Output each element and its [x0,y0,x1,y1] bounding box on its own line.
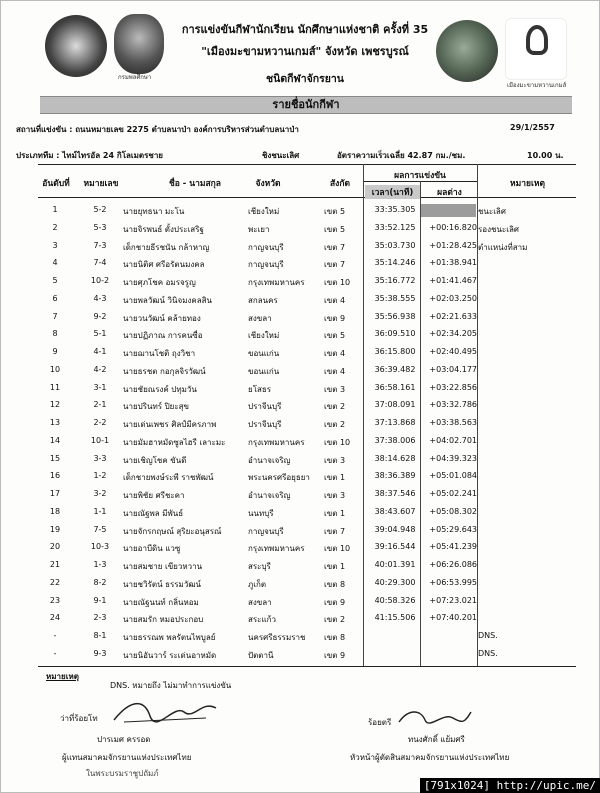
table-row [0,485,600,503]
region-cell: เขต 2 [324,420,346,429]
gap-cell: +06:53.995 [429,577,477,587]
bib-cell: 7-5 [93,524,107,534]
remark-text: DNS. หมายถึง ไม่มาทำการแข่งขัน [110,681,232,690]
province-cell: นนทบุรี [248,508,274,518]
rank-cell: - [53,648,57,658]
column-header-region: สังกัด [329,179,350,189]
logo4-caption: เมืองมะขามหวานเกมส์ [507,82,567,89]
gap-cell: +03:32.786 [429,400,477,410]
gap-cell: +05:41.239 [429,542,477,552]
table-row [0,521,600,539]
time-cell: 36:09.510 [374,329,416,339]
column-header-note: หมายเหตุ [510,179,545,189]
table-row [0,272,600,290]
region-cell: เขต 8 [324,633,346,642]
province-cell: กาญจนบุรี [248,260,284,270]
section-title-bar: รายชื่อนักกีฬา [40,96,572,114]
province-cell: กาญจนบุรี [248,526,284,536]
time-cell: 36:15.800 [374,347,416,356]
name-cell: เด็กชายธีรชนัน กล้าหาญ [123,242,210,252]
gap-cell: +01:28.425 [429,240,477,250]
rank-cell: 8 [52,329,58,339]
region-cell: เขต 10 [324,437,351,447]
bib-cell: 2-1 [93,400,107,410]
bib-cell: 9-3 [93,648,107,658]
bib-cell: 1-3 [93,560,107,569]
name-cell: นายศุภโชค อมรจรูญ [123,278,196,287]
name-cell: นายธรรณพ พลรัตนไพบูลย์ [123,633,216,642]
gap-cell: +07:40.201 [429,613,477,623]
column-header-name: ชื่อ - นามสกุล [168,179,222,189]
rank-cell: 15 [49,453,61,463]
region-cell: เขต 4 [324,349,346,358]
table-row [0,201,600,219]
province-cell: กรุงเทพมหานคร [248,278,305,287]
column-header-time: เวลา(นาที) [365,185,420,199]
rank-cell: 22 [49,577,61,587]
rank-cell: 21 [49,560,61,569]
region-cell: เขต 5 [324,331,346,341]
name-cell: นายมัมฮาหมัดซูลไฮรี เลาะมะ [123,437,226,447]
bib-cell: 7-3 [93,240,107,250]
region-cell: เขต 9 [324,597,346,607]
bib-cell: 5-1 [93,329,107,339]
bib-cell: 1-1 [93,506,107,516]
province-cell: กรุงเทพมหานคร [248,544,305,554]
time-cell: 35:03.730 [374,240,416,250]
time-cell: 40:01.391 [374,560,416,569]
province-cell: กาญจนบุรี [248,242,284,252]
table-row [0,538,600,556]
time-cell: 37:13.868 [374,418,416,427]
time-cell: 35:14.246 [374,258,416,268]
note-cell: ชนะเลิศ [478,207,506,216]
header-title-sport: ชนิดกีฬาจักรยาน [266,73,344,85]
gap-cell: +05:29.643 [429,524,477,534]
rank-cell: 13 [49,418,61,427]
table-row [0,609,600,627]
bib-cell: 5-2 [93,205,107,214]
gap-cell: +07:23.021 [429,595,477,605]
note-cell: DNS. [478,631,498,640]
name-cell: นายณัฐพล มีพันธ์ [123,508,184,518]
right-signer-title: หัวหน้าผู้ตัดสินสมาคมจักรยานแห่งประเทศไทย [350,753,510,762]
bib-cell: 1-2 [93,471,107,481]
name-cell: นายพิชัย ศรีชะคา [123,491,185,500]
rank-cell: 18 [49,506,61,516]
name-cell: นายชวิรัตน์ ธรรมวัฒน์ [123,579,202,589]
table-row [0,574,600,592]
table-row [0,503,600,521]
left-signer-name: ปารเมศ ครรอด [97,735,151,744]
name-cell: นายปรินทร์ ปิยะสุข [123,402,190,412]
bib-cell: 9-2 [93,311,107,321]
name-cell: นายเชิญโชค ขันดี [123,455,187,465]
table-row [0,308,600,326]
gap-cell: +00:16.820 [429,222,477,232]
region-cell: เขต 3 [324,455,346,465]
time-cell: 40:58.326 [374,595,416,605]
rank-cell: 17 [49,489,61,498]
name-cell: นายธรชต กอกุลจิรวัฒน์ [123,366,206,376]
region-cell: เขต 8 [324,579,346,589]
province-cell: สกลนคร [248,295,278,305]
note-cell: ตำแหน่งที่สาม [478,242,528,252]
name-cell: นายชัยณรงค์ ปทุมวัน [123,384,197,394]
time-cell: 41:15.506 [374,613,416,623]
province-cell: เชียงใหม่ [248,331,280,341]
round-text: ชิงชนะเลิศ [262,151,300,160]
bib-cell: 7-4 [93,258,107,268]
rank-cell: 3 [52,240,58,250]
date-text: 29/1/2557 [510,123,555,132]
table-row [0,361,600,379]
time-cell: 38:43.607 [374,506,416,516]
right-signature [395,704,475,730]
time-cell: 35:38.555 [374,293,416,303]
left-signature [110,694,220,728]
table-row [0,467,600,485]
time-cell: 36:39.482 [374,364,416,374]
logo2-caption: กรมพลศึกษา [118,74,152,81]
event-text: ประเภททีม : ไทม์ไทรอัล 24 กิโลเมตรชาย [16,151,163,160]
table-row [0,592,600,610]
rank-cell: 20 [49,542,61,552]
time-cell: 37:38.006 [374,435,416,445]
note-cell: DNS. [478,648,498,658]
province-cell: สระบุรี [248,562,271,571]
bib-cell: 10-3 [90,542,110,552]
name-cell: นายสมรัก หมอประกอบ [123,615,204,625]
province-cell: เชียงใหม่ [248,207,280,216]
province-cell: พระนครศรีอยุธยา [248,473,310,483]
start-time-text: 10.00 น. [527,151,564,160]
table-row [0,432,600,450]
left-signer-title: ผู้แทนสมาคมจักรยานแห่งประเทศไทย [62,753,192,762]
province-cell: สระแก้ว [248,615,276,625]
name-cell: นายพลวัฒน์ วินิจมงคลสิน [123,295,212,305]
gap-cell: +04:39.323 [429,453,477,463]
bib-cell: 3-2 [93,489,107,498]
rank-cell: 12 [49,400,61,410]
region-cell: เขต 10 [324,278,351,287]
time-cell: 36:58.161 [374,382,416,392]
name-cell: นายนิติศ ศรีอรัตนมงคล [123,260,205,270]
gap-cell: +03:38.563 [429,418,477,427]
region-cell: เขต 1 [324,508,346,518]
bib-cell: 10-2 [90,276,110,285]
table-row [0,343,600,361]
column-header-gap: ผลต่าง [437,188,462,198]
rank-cell: 4 [52,258,58,268]
gap-cell: +05:02.241 [429,489,477,498]
rank-cell: 16 [49,471,61,481]
bib-cell: 5-3 [93,222,107,232]
table-row [0,290,600,308]
gap-cell: +05:08.302 [429,506,477,516]
bib-cell: 4-3 [93,293,107,303]
province-cell: ปราจีนบุรี [248,402,282,412]
bib-cell: 3-1 [93,382,107,392]
name-cell: เด็กชายพงษ์ระพี ราชพัฒน์ [123,473,214,483]
table-row [0,379,600,397]
time-cell: 38:36.389 [374,471,416,481]
gap-cell: +03:04.177 [429,364,477,374]
rank-cell: 24 [49,613,61,623]
rank-cell: 6 [52,293,58,303]
time-cell: 38:37.546 [374,489,416,498]
province-cell: ขอนแก่น [248,366,280,376]
bib-cell: 3-3 [93,453,107,463]
province-cell: สงขลา [248,313,272,323]
column-header-result-group: ผลการแข่งขัน [394,171,446,181]
region-cell: เขต 4 [324,366,346,376]
table-row [0,325,600,343]
time-cell: 38:14.628 [374,453,416,463]
province-cell: ปัตตานี [248,650,274,660]
gap-cell: +02:40.495 [429,347,477,356]
sports-school-seal-logo [45,15,107,77]
rank-cell: 7 [52,311,58,321]
name-cell: นายณัฐนนท์ กลิ่นหอม [123,597,199,607]
region-cell: เขต 3 [324,491,346,500]
name-cell: นายอาบีดิน แวซู [123,544,181,554]
rank-cell: 5 [52,276,58,285]
table-row [0,627,600,645]
left-signer-rank: ว่าที่ร้อยโท [60,714,98,723]
time-cell: 33:52.125 [374,222,416,232]
province-cell: ขอนแก่น [248,349,280,358]
image-host-watermark: [791x1024] http://upic.me/ [420,778,600,793]
right-signer-rank: ร้อยตรี [368,718,392,727]
column-header-bib: หมายเลข [83,179,119,189]
table-row [0,645,600,663]
region-cell: เขต 7 [324,526,346,536]
note-cell: รองชนะเลิศ [478,224,519,234]
bib-cell: 8-1 [93,631,107,640]
province-cell: พะเยา [248,224,270,234]
rank-cell: 11 [49,382,61,392]
name-cell: นายจักรกฤษณ์ สุริยะอนุสรณ์ [123,526,222,536]
bib-cell: 9-1 [93,595,107,605]
gap-cell: +02:03.250 [429,293,477,303]
table-row [0,556,600,574]
time-cell: 35:56.938 [374,311,416,321]
province-cell: ปราจีนบุรี [248,420,282,429]
rank-cell: - [53,631,57,640]
region-cell: เขต 7 [324,260,346,270]
time-cell: 37:08.091 [374,400,416,410]
header-title-competition: การแข่งขันกีฬานักเรียน นักศึกษาแห่งชาติ ครั้งที่ 35 [181,23,429,36]
venue-text: สถานที่แข่งขัน : ถนนหมายเลข 2275 ตำบลนาป่า องค์การบริหารส่วนตำบลนาป่า [16,125,299,134]
table-row [0,254,600,272]
region-cell: เขต 4 [324,295,346,305]
rank-cell: 10 [49,364,61,374]
name-cell: นายนิอันวาร์ ระเด่นอาหมัด [123,650,217,660]
gap-cell: +01:41.467 [429,276,477,285]
name-cell: นายยุทธนา มะโน [123,207,185,216]
region-cell: เขต 5 [324,207,346,216]
time-cell: 40:29.300 [374,577,416,587]
gap-cell: +02:34.205 [429,329,477,339]
games-mascot-logo [505,18,567,80]
rank-cell: 9 [52,347,58,356]
region-cell: เขต 2 [324,402,346,412]
table-row [0,219,600,237]
left-signer-title-cont: ในพระบรมราชูปถัมภ์ [86,769,159,778]
rank-cell: 2 [52,222,58,232]
name-cell: นายวนวัฒน์ คล้ายทอง [123,313,201,323]
region-cell: เขต 3 [324,384,346,394]
province-cell: กรุงเทพมหานคร [248,437,305,447]
table-header-rule [38,197,576,198]
gap-cell: +02:21.633 [429,311,477,321]
header-title-games: "เมืองมะขามหวานเกมส์" จังหวัด เพชรบูรณ์ [201,45,409,58]
gap-cell: +05:01.084 [429,471,477,481]
gap-cell: +04:02.701 [429,435,477,445]
name-cell: นายปฏิภาณ การคนซื่อ [123,331,203,341]
time-cell: 35:16.772 [374,276,416,285]
province-cell: สงขลา [248,597,272,607]
bib-cell: 2-3 [93,613,107,623]
region-cell: เขต 10 [324,544,351,554]
region-cell: เขต 1 [324,473,346,483]
remark-label: หมายเหตุ [46,672,79,681]
department-of-physical-education-logo [114,14,164,74]
rank-cell: 14 [49,435,61,445]
gap-cell: +06:26.086 [429,560,477,569]
name-cell: นายสมชาย เขียวหวาน [123,562,203,571]
province-cell: อำนาจเจริญ [248,491,291,500]
region-cell: เขต 9 [324,313,346,323]
name-cell: นายฌานโชติ ถุงวิชา [123,349,196,358]
bib-cell: 2-2 [93,418,107,427]
region-cell: เขต 5 [324,224,346,234]
gap-cell: +03:22.856 [429,382,477,392]
rank-cell: 19 [49,524,61,534]
time-cell: 39:04.948 [374,524,416,534]
region-cell: เขต 1 [324,562,346,571]
right-signer-name: ทนงศักดิ์ แย้มศรี [408,735,465,744]
rank-cell: 1 [52,205,58,214]
table-bottom-rule [38,666,576,667]
region-cell: เขต 7 [324,242,346,252]
name-cell: นายเด่นเพชร ศิลป์มีครภาพ [123,420,217,429]
average-speed-text: อัตราความเร็วเฉลี่ย 42.87 กม./ชม. [337,151,466,160]
province-cell: ภูเก็ต [248,579,267,589]
bib-cell: 10-1 [90,435,110,445]
province-cell: นครศรีธรรมราช [248,633,306,642]
province-cell: อำนาจเจริญ [248,455,291,465]
time-cell: 39:16.544 [374,542,416,552]
time-cell: 33:35.305 [374,205,416,214]
column-header-province: จังหวัด [255,179,281,189]
table-top-rule [38,164,576,165]
table-row [0,450,600,468]
column-header-rank: อันดับที่ [42,179,70,189]
gap-cell: +01:38.941 [429,258,477,268]
table-row [0,414,600,432]
bib-cell: 8-2 [93,577,107,587]
table-row [0,237,600,255]
rank-cell: 23 [49,595,61,605]
bib-cell: 4-2 [93,364,107,374]
province-cell: ยโสธร [248,384,272,394]
name-cell: นายจิรพนธ์ ตั้งประเสริฐ [123,224,204,234]
bib-cell: 4-1 [93,347,107,356]
region-cell: เขต 2 [324,615,346,625]
region-cell: เขต 9 [324,650,346,660]
table-row [0,396,600,414]
